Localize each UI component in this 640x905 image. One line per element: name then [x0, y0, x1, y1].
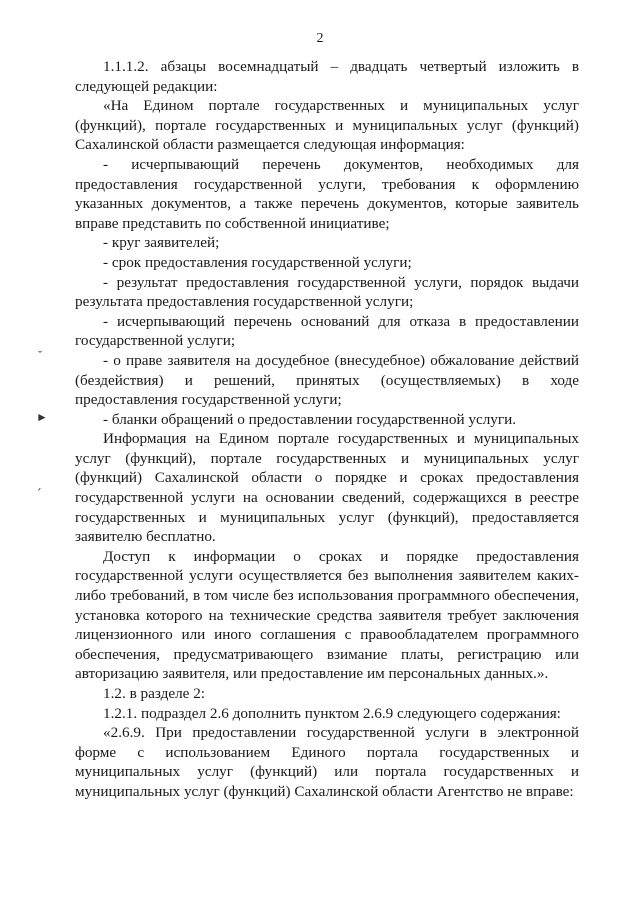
document-body	[75, 57, 579, 802]
paragraph: «На Едином портале государственных и муниципальных услуг (функций), портале государственных и муниципальных услуг (функций) Сахалинской области размещается следующая информация:	[75, 97, 579, 154]
list-item: - круг заявителей;	[103, 234, 220, 252]
paragraph: 1.2.1. подраздел 2.6 дополнить пунктом 2.6.9 следующего содержания:	[103, 704, 561, 722]
paragraph: Доступ к информации о сроках и порядке предоставления государственной услуги осуществляется без выполнения заявителем каких-либо требований, в том числе без использования программного обеспечения, установка которого на технические средства заявителя требует заключения лицензионного или иного соглашения с правообладателем программного обеспечения, предусматривающего взимание платы, регистрацию или авторизацию заявителя, или предоставление им персональных данных.».	[75, 547, 579, 683]
page-number: 2	[316, 31, 324, 46]
paragraph: Информация на Едином портале государственных и муниципальных услуг (функций), портале государственных и муниципальных услуг (функций) Сахалинской области о порядке и сроках предоставления государственной услуги на основании сведений, содержащихся в реестре государственных и муниципальных услуг (функций), предоставляется заявителю бесплатно.	[75, 430, 579, 546]
list-item: - бланки обращений о предоставлении государственной услуги.	[103, 410, 517, 428]
list-item: - исчерпывающий перечень оснований для отказа в предоставлении государственной услуги;	[75, 312, 579, 350]
list-item: - результат предоставления государственной услуги, порядок выдачи результата предоставления государственной услуги;	[75, 273, 579, 311]
paragraph: 1.1.1.2. абзацы восемнадцатый – двадцать четвертый изложить в следующей редакции:	[75, 58, 579, 95]
list-item: - срок предоставления государственной услуги;	[103, 253, 412, 271]
list-item: - исчерпывающий перечень документов, необходимых для предоставления государственной услуги, требования к оформлению указанных документов, а также перечень документов, которые заявитель вправе представить по собственной инициативе;	[75, 155, 579, 232]
section-heading: 1.2. в разделе 2:	[103, 685, 206, 702]
scan-mark: ˇ	[38, 348, 42, 362]
scan-mark: ՛	[38, 487, 41, 501]
paragraph: «2.6.9. При предоставлении государственной услуги в электронной форме с использованием Единого портала государственных и муниципальных услуг (функций) или портала государственных и муниципальных услуг (функций) Сахалинской области Агентство не вправе:	[75, 724, 579, 800]
scan-mark: ►	[36, 410, 48, 424]
list-item: - о праве заявителя на досудебное (внесудебное) обжалование действий (бездействия) и решений, принятых (осуществляемых) в ходе предоставления государственной услуги;	[75, 351, 579, 409]
